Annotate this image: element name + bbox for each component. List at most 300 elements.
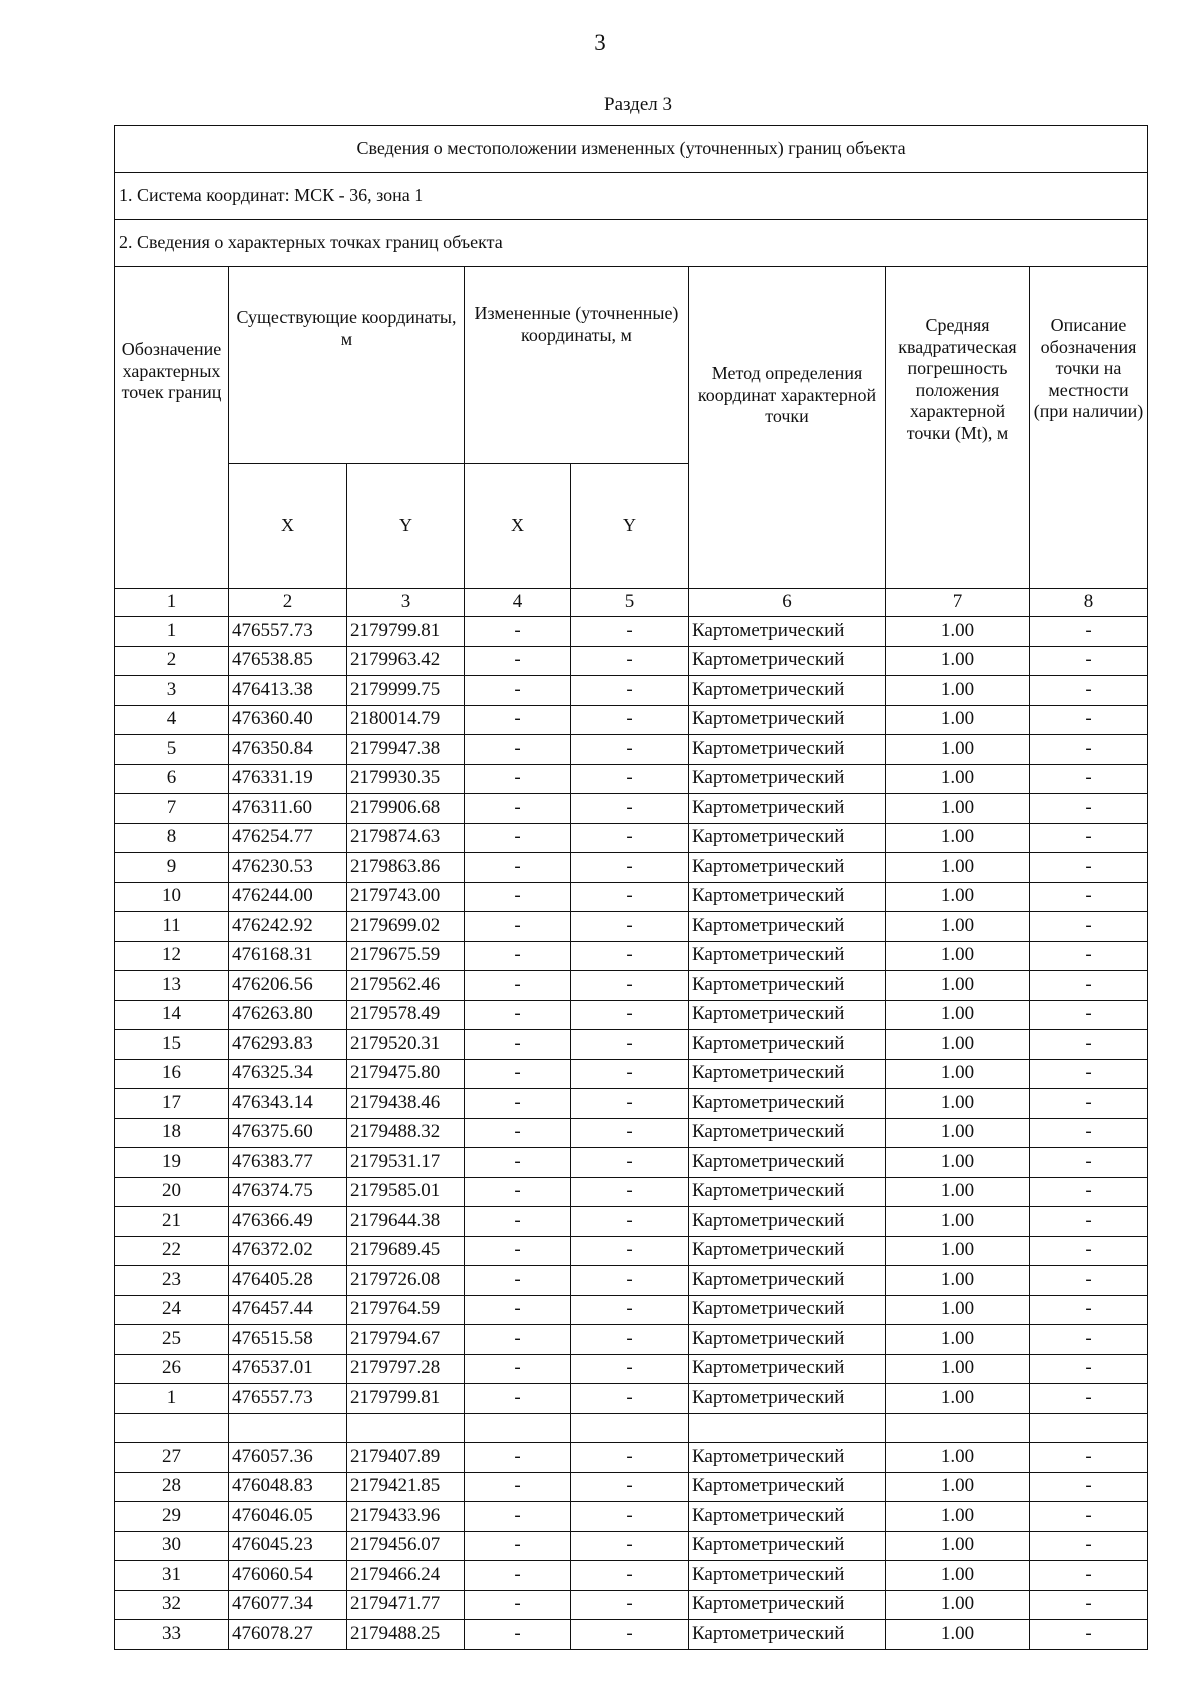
table-cell: - [571,1207,689,1237]
table-cell: 1.00 [886,764,1030,794]
table-cell: 19 [115,1148,229,1178]
table-row [115,705,1148,735]
table-cell: - [1030,1590,1148,1620]
table-row [115,1472,1148,1502]
table-cell: - [1030,853,1148,883]
table-cell: 2179863.86 [347,853,465,883]
table-cell: - [465,1030,571,1060]
table-row [115,1354,1148,1384]
table-cell: 476078.27 [229,1620,347,1650]
table-cell: 1.00 [886,971,1030,1001]
table-cell: 476557.73 [229,617,347,647]
table-cell: - [571,1472,689,1502]
table-cell: 1.00 [886,1325,1030,1355]
table-row [115,1266,1148,1296]
table-cell: - [465,941,571,971]
table-cell: Картометрический [689,1531,886,1561]
table-cell: 29 [115,1502,229,1532]
table-cell: 2179699.02 [347,912,465,942]
table-cell: - [465,646,571,676]
table-cell: 2180014.79 [347,705,465,735]
table-cell: 2179689.45 [347,1236,465,1266]
table-cell: - [1030,1295,1148,1325]
table-cell: - [465,1207,571,1237]
table-cell: 30 [115,1531,229,1561]
table-row [115,971,1148,1001]
table-cell: 1 [115,617,229,647]
table-cell: 1.00 [886,1561,1030,1591]
header-changed-x: X [465,464,571,589]
table-cell: 12 [115,941,229,971]
table-cell: 21 [115,1207,229,1237]
table-cell: 476331.19 [229,764,347,794]
table-cell: 476077.34 [229,1590,347,1620]
table-cell: - [571,1531,689,1561]
table-cell: - [1030,1148,1148,1178]
table-cell: 2179797.28 [347,1354,465,1384]
table-cell: - [465,1354,571,1384]
table-cell: 11 [115,912,229,942]
table-row [115,735,1148,765]
table-cell: 2179475.80 [347,1059,465,1089]
table-cell: 476048.83 [229,1472,347,1502]
table-cell: Картометрический [689,1325,886,1355]
table-cell: - [571,1177,689,1207]
empty-cell [1030,1413,1148,1443]
table-cell: Картометрический [689,941,886,971]
table-cell: 1.00 [886,1000,1030,1030]
table-cell: 2179963.42 [347,646,465,676]
header-existing-coords: Существующие координаты, м [229,267,465,464]
table-cell: - [465,882,571,912]
table-cell: Картометрический [689,823,886,853]
table-cell: 2179421.85 [347,1472,465,1502]
table-cell: - [465,1472,571,1502]
table-cell: 476046.05 [229,1502,347,1532]
table-cell: Картометрический [689,646,886,676]
table-row [115,1089,1148,1119]
table-cell: 2179799.81 [347,1384,465,1414]
table-cell: 476230.53 [229,853,347,883]
table-cell: - [1030,1620,1148,1650]
table-cell: 2179578.49 [347,1000,465,1030]
empty-cell [115,1413,229,1443]
table-cell: 476374.75 [229,1177,347,1207]
table-row [115,1620,1148,1650]
table-cell: - [465,794,571,824]
table-cell: - [1030,676,1148,706]
table-cell: 5 [115,735,229,765]
table-cell: 1.00 [886,823,1030,853]
table-cell: 2179644.38 [347,1207,465,1237]
table-cell: 1.00 [886,853,1030,883]
table-cell: - [465,1590,571,1620]
table-cell: 1.00 [886,1148,1030,1178]
table-cell: 1.00 [886,1531,1030,1561]
table-cell: 476375.60 [229,1118,347,1148]
table-cell: Картометрический [689,1030,886,1060]
table-cell: 2179726.08 [347,1266,465,1296]
table-cell: 1.00 [886,1266,1030,1296]
table-cell: - [1030,1089,1148,1119]
table-cell: - [571,646,689,676]
table-cell: - [465,735,571,765]
table-cell: - [571,617,689,647]
table-cell: 2179743.00 [347,882,465,912]
table-row [115,1030,1148,1060]
table-cell: - [571,1354,689,1384]
column-number: 5 [571,589,689,617]
table-cell: 476293.83 [229,1030,347,1060]
table-cell: - [571,1089,689,1119]
table-cell: 3 [115,676,229,706]
table-cell: 31 [115,1561,229,1591]
table-cell: - [465,676,571,706]
table-cell: 17 [115,1089,229,1119]
header-existing-x: X [229,464,347,589]
empty-cell [689,1413,886,1443]
table-row [115,853,1148,883]
table-cell: 476254.77 [229,823,347,853]
table-cell: 476537.01 [229,1354,347,1384]
table-cell: 1.00 [886,676,1030,706]
table-cell: Картометрический [689,735,886,765]
table-cell: - [1030,764,1148,794]
table-cell: 4 [115,705,229,735]
table-cell: 476383.77 [229,1148,347,1178]
table-cell: - [465,1502,571,1532]
table-cell: - [571,1561,689,1591]
table-cell: - [571,764,689,794]
table-cell: - [465,1118,571,1148]
table-row [115,941,1148,971]
table-cell: - [465,853,571,883]
table-row [115,794,1148,824]
table-cell: 1.00 [886,941,1030,971]
table-cell: Картометрический [689,1561,886,1591]
table-cell: Картометрический [689,912,886,942]
empty-cell [571,1413,689,1443]
table-cell: 476206.56 [229,971,347,1001]
table-row [115,1561,1148,1591]
table-cell: 1.00 [886,912,1030,942]
table-cell: - [571,676,689,706]
table-cell: 476366.49 [229,1207,347,1237]
table-cell: Картометрический [689,1148,886,1178]
header-rms-error: Средняя квадратическая погрешность положения характерной точки (Mt), м [886,267,1030,589]
table-cell: 2179407.89 [347,1443,465,1473]
table-cell: 476457.44 [229,1295,347,1325]
table-cell: 476350.84 [229,735,347,765]
table-cell: - [571,941,689,971]
table-row [115,1236,1148,1266]
table-cell: 476045.23 [229,1531,347,1561]
table-cell: 13 [115,971,229,1001]
table-cell: - [571,794,689,824]
table-cell: - [1030,1030,1148,1060]
table-cell: - [465,1000,571,1030]
table-cell: 2179764.59 [347,1295,465,1325]
table-cell: 2179433.96 [347,1502,465,1532]
table-cell: 2179471.77 [347,1590,465,1620]
table-cell: - [1030,1177,1148,1207]
table-cell: 476057.36 [229,1443,347,1473]
table-cell: 476325.34 [229,1059,347,1089]
empty-cell [347,1413,465,1443]
table-row [115,882,1148,912]
table-cell: 27 [115,1443,229,1473]
table-cell: - [465,823,571,853]
table-cell: - [571,1590,689,1620]
table-cell: 2179438.46 [347,1089,465,1119]
table-cell: 9 [115,853,229,883]
table-cell: 2179906.68 [347,794,465,824]
table-cell: - [1030,1354,1148,1384]
table-cell: - [571,1000,689,1030]
table-cell: 476515.58 [229,1325,347,1355]
table-cell: - [465,1177,571,1207]
table-cell: - [1030,1472,1148,1502]
table-cell: Картометрический [689,794,886,824]
table-cell: 7 [115,794,229,824]
table-row [115,1177,1148,1207]
table-cell: 476242.92 [229,912,347,942]
table-cell: 1.00 [886,882,1030,912]
table-cell: 476538.85 [229,646,347,676]
table-cell: Картометрический [689,882,886,912]
header-changed-y: Y [571,464,689,589]
table-cell: 1.00 [886,1472,1030,1502]
table-cell: - [1030,1266,1148,1296]
table-cell: - [571,1059,689,1089]
table-cell: - [465,1531,571,1561]
table-row [115,1148,1148,1178]
header-method: Метод определения координат характерной точки [689,267,886,589]
table-cell: Картометрический [689,1354,886,1384]
header-description: Описание обозначения точки на местности (при наличии) [1030,267,1148,589]
column-number: 8 [1030,589,1148,617]
empty-cell [465,1413,571,1443]
table-cell: 2179947.38 [347,735,465,765]
table-cell: 1.00 [886,1030,1030,1060]
table-row [115,1531,1148,1561]
table-cell: - [571,1118,689,1148]
table-cell: Картометрический [689,705,886,735]
table-cell: 6 [115,764,229,794]
table-cell: - [465,1059,571,1089]
table-cell: - [1030,794,1148,824]
table-cell: 1.00 [886,617,1030,647]
table-cell: - [1030,705,1148,735]
table-cell: Картометрический [689,676,886,706]
table-row [115,1590,1148,1620]
table-cell: 2179675.59 [347,941,465,971]
table-cell: Картометрический [689,1177,886,1207]
table-cell: - [571,912,689,942]
table-cell: - [571,853,689,883]
table-row [115,617,1148,647]
table-cell: 2179456.07 [347,1531,465,1561]
table-cell: - [571,1030,689,1060]
table-row [115,1059,1148,1089]
table-row [115,1384,1148,1414]
table-cell: 1.00 [886,1354,1030,1384]
table-cell: - [571,1384,689,1414]
table-cell: Картометрический [689,1236,886,1266]
separator-row [115,1413,1148,1443]
table-cell: - [1030,1443,1148,1473]
table-cell: - [571,882,689,912]
table-cell: 2179999.75 [347,676,465,706]
table-cell: 476372.02 [229,1236,347,1266]
table-cell: - [465,1384,571,1414]
table-cell: - [465,764,571,794]
table-cell: 2179466.24 [347,1561,465,1591]
table-cell: 2179562.46 [347,971,465,1001]
table-cell: 476263.80 [229,1000,347,1030]
table-cell: Картометрический [689,764,886,794]
table-cell: 2179585.01 [347,1177,465,1207]
table-cell: - [1030,1059,1148,1089]
table-cell: 15 [115,1030,229,1060]
table-cell: - [1030,823,1148,853]
column-number: 1 [115,589,229,617]
table-cell: 1.00 [886,794,1030,824]
table-cell: Картометрический [689,1502,886,1532]
table-cell: 476557.73 [229,1384,347,1414]
table-cell: - [465,1620,571,1650]
table-cell: Картометрический [689,1295,886,1325]
table-cell: - [1030,1000,1148,1030]
table-cell: Картометрический [689,1118,886,1148]
table-cell: - [465,912,571,942]
empty-cell [886,1413,1030,1443]
table-cell: 1.00 [886,1295,1030,1325]
table-cell: 1.00 [886,1620,1030,1650]
table-cell: - [465,1236,571,1266]
table-cell: 2179874.63 [347,823,465,853]
table-cell: 476060.54 [229,1561,347,1591]
table-cell: - [571,1443,689,1473]
table-cell: - [465,1148,571,1178]
table-cell: - [1030,646,1148,676]
table-cell: 18 [115,1118,229,1148]
table-cell: - [571,1295,689,1325]
table-cell: 2179488.32 [347,1118,465,1148]
header-existing-y: Y [347,464,465,589]
table-cell: - [571,705,689,735]
table-cell: - [571,1266,689,1296]
table-cell: Картометрический [689,1443,886,1473]
table-cell: Картометрический [689,1620,886,1650]
table-cell: - [1030,1118,1148,1148]
table-cell: 1.00 [886,1207,1030,1237]
table-cell: 14 [115,1000,229,1030]
table-cell: Картометрический [689,1472,886,1502]
header-point-designation: Обозначение характерных точек границ [115,267,229,589]
table-cell: 2 [115,646,229,676]
table-cell: 476413.38 [229,676,347,706]
table-cell: 2179488.25 [347,1620,465,1650]
table-cell: - [571,1236,689,1266]
section-label: Раздел 3 [604,94,672,115]
table-cell: 1.00 [886,1118,1030,1148]
table-cell: 1.00 [886,1502,1030,1532]
table-cell: 2179531.17 [347,1148,465,1178]
table-cell: - [571,1620,689,1650]
table-cell: - [1030,617,1148,647]
table-cell: 2179794.67 [347,1325,465,1355]
column-number-row [115,589,1148,617]
table-row [115,1443,1148,1473]
table-cell: 1.00 [886,735,1030,765]
table-cell: - [1030,1531,1148,1561]
table-cell: 25 [115,1325,229,1355]
table-cell: 1.00 [886,1236,1030,1266]
empty-cell [229,1413,347,1443]
table-cell: 8 [115,823,229,853]
table-cell: - [465,1325,571,1355]
table-cell: - [465,705,571,735]
table-cell: - [1030,1207,1148,1237]
table-cell: - [1030,735,1148,765]
table-cell: 2179799.81 [347,617,465,647]
table-row [115,912,1148,942]
table-row [115,823,1148,853]
table-cell: - [571,735,689,765]
table-cell: Картометрический [689,1384,886,1414]
table-cell: 23 [115,1266,229,1296]
table-cell: - [571,1502,689,1532]
table-cell: 1.00 [886,646,1030,676]
column-number: 3 [347,589,465,617]
table-cell: - [465,1089,571,1119]
table-cell: 2179520.31 [347,1030,465,1060]
header-changed-coords: Измененные (уточненные) координаты, м [465,267,689,464]
table-row [115,1295,1148,1325]
table-cell: Картометрический [689,1207,886,1237]
table-cell: Картометрический [689,853,886,883]
coordinate-system: 1. Система координат: МСК - 36, зона 1 [115,173,1148,220]
column-number: 4 [465,589,571,617]
table-cell: 22 [115,1236,229,1266]
table-row [115,676,1148,706]
table-row [115,646,1148,676]
table-cell: 16 [115,1059,229,1089]
table-cell: 476343.14 [229,1089,347,1119]
table-cell: 28 [115,1472,229,1502]
table-cell: 476244.00 [229,882,347,912]
table-cell: - [465,617,571,647]
table-cell: 2179930.35 [347,764,465,794]
table-row [115,1118,1148,1148]
table-row [115,1502,1148,1532]
table-cell: 1.00 [886,1384,1030,1414]
table-cell: Картометрический [689,617,886,647]
table-cell: 1.00 [886,1177,1030,1207]
table-cell: - [1030,1561,1148,1591]
table-cell: - [571,823,689,853]
table-cell: - [1030,971,1148,1001]
table-cell: 476360.40 [229,705,347,735]
table-cell: 10 [115,882,229,912]
table-row [115,1207,1148,1237]
table-cell: - [465,1443,571,1473]
table-cell: - [465,1295,571,1325]
table-cell: Картометрический [689,1089,886,1119]
table-cell: Картометрический [689,1000,886,1030]
table-cell: - [1030,1236,1148,1266]
